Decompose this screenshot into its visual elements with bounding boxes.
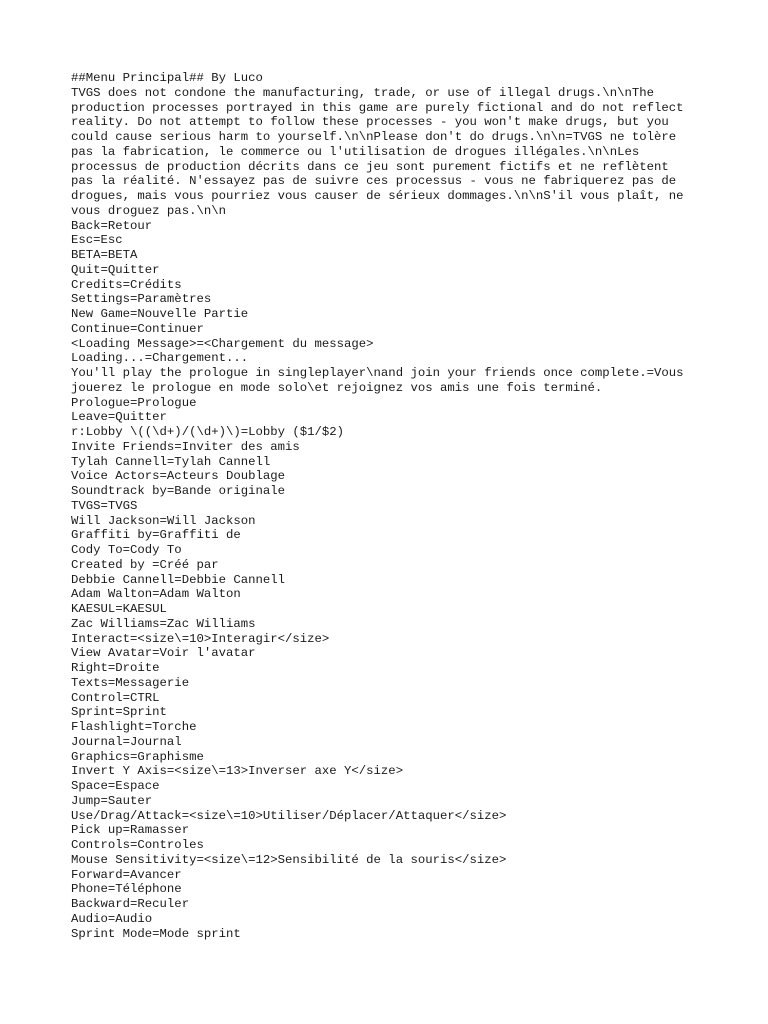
text-line: Graphics=Graphisme	[71, 749, 204, 764]
text-line: Use/Drag/Attack=<size\=10>Utiliser/Déplacer/Attaquer</size>	[71, 808, 507, 823]
text-line: Quit=Quitter	[71, 262, 160, 277]
text-line: pas la réalité. N'essayez pas de suivre ces processus - vous ne fabriquerez pas de	[71, 174, 677, 189]
text-line: Control=CTRL	[71, 690, 160, 705]
text-line: Invite Friends=Inviter des amis	[71, 439, 300, 454]
text-line: KAESUL=KAESUL	[71, 602, 167, 616]
text-line: Pick up=Ramasser	[71, 823, 190, 838]
text-line: reality. Do not attempt to follow these processes - you won't make drugs, but you	[71, 115, 669, 130]
text-line: jouerez le prologue en mode solo\et rejoignez vos amis une fois terminé.	[71, 380, 603, 395]
text-line: Credits=Crédits	[71, 277, 182, 292]
text-line: Voice Actors=Acteurs Doublage	[71, 469, 286, 484]
text-line: Mouse Sensitivity=<size\=12>Sensibilité de la souris</size>	[71, 852, 507, 867]
text-line: Audio=Audio	[71, 911, 153, 926]
text-line: Settings=Paramètres	[71, 292, 212, 307]
text-line: Interact=<size\=10>Interagir</size>	[71, 631, 330, 646]
text-line: Sprint Mode=Mode sprint	[71, 926, 241, 941]
text-line: Space=Espace	[71, 779, 160, 793]
text-line: production processes portrayed in this game are purely fictional and do not reflect	[71, 100, 684, 115]
text-line: Texts=Messagerie	[71, 675, 190, 690]
text-line: Forward=Avancer	[71, 867, 182, 882]
text-line: Jump=Sauter	[71, 793, 153, 808]
text-line: Zac Williams=Zac Williams	[71, 616, 256, 631]
text-line: View Avatar=Voir l'avatar	[71, 646, 256, 661]
text-line: Continue=Continuer	[71, 321, 204, 336]
text-line: could cause serious harm to yourself.\n\nPlease don't do drugs.\n\n=TVGS ne tolère	[71, 130, 677, 144]
text-line: Flashlight=Torche	[71, 720, 197, 734]
text-line: processus de production décrits dans ce jeu sont purement fictifs et ne reflètent	[71, 159, 669, 174]
text-line: Loading...=Chargement...	[71, 351, 249, 366]
text-line: Soundtrack by=Bande originale	[71, 484, 286, 498]
text-line: Right=Droite	[71, 661, 160, 675]
text-line: New Game=Nouvelle Partie	[71, 307, 249, 321]
text-line: ##Menu Principal## By Luco	[71, 71, 263, 85]
text-line: BETA=BETA	[71, 248, 138, 262]
text-line: Prologue=Prologue	[71, 395, 197, 410]
text-line: r:Lobby \((\d+)/(\d+)\)=Lobby ($1/$2)	[71, 425, 345, 439]
text-line: TVGS does not condone the manufacturing, trade, or use of illegal drugs.\n\nThe	[71, 85, 654, 100]
text-line: Created by =Créé par	[71, 557, 219, 572]
text-line: Journal=Journal	[71, 734, 182, 749]
text-line: Will Jackson=Will Jackson	[71, 513, 256, 528]
text-line: Adam Walton=Adam Walton	[71, 587, 241, 602]
text-line: Leave=Quitter	[71, 410, 167, 425]
text-line: Tylah Cannell=Tylah Cannell	[71, 454, 271, 469]
text-line: vous droguez pas.\n\n	[71, 203, 226, 218]
text-line: TVGS=TVGS	[71, 498, 138, 513]
text-line: You'll play the prologue in singleplayer\nand join your friends once complete.=Vous	[71, 366, 684, 380]
text-line: <Loading Message>=<Chargement du message>	[71, 336, 374, 351]
text-line: Esc=Esc	[71, 233, 123, 248]
text-line: Debbie Cannell=Debbie Cannell	[71, 572, 286, 587]
text-line: Sprint=Sprint	[71, 705, 167, 720]
text-line: Graffiti by=Graffiti de	[71, 528, 241, 543]
text-line: Phone=Téléphone	[71, 882, 182, 897]
text-line: pas la fabrication, le commerce ou l'utilisation de drogues illégales.\n\nLes	[71, 144, 640, 159]
document-page	[71, 71, 711, 941]
text-line: Back=Retour	[71, 218, 153, 233]
text-line: Backward=Reculer	[71, 897, 190, 911]
text-line: Cody To=Cody To	[71, 543, 182, 557]
text-line: Controls=Controles	[71, 838, 204, 852]
text-line: drogues, mais vous pourriez vous causer de sérieux dommages.\n\nS'il vous plaît, ne	[71, 189, 684, 203]
text-line: Invert Y Axis=<size\=13>Inverser axe Y</size>	[71, 764, 404, 779]
